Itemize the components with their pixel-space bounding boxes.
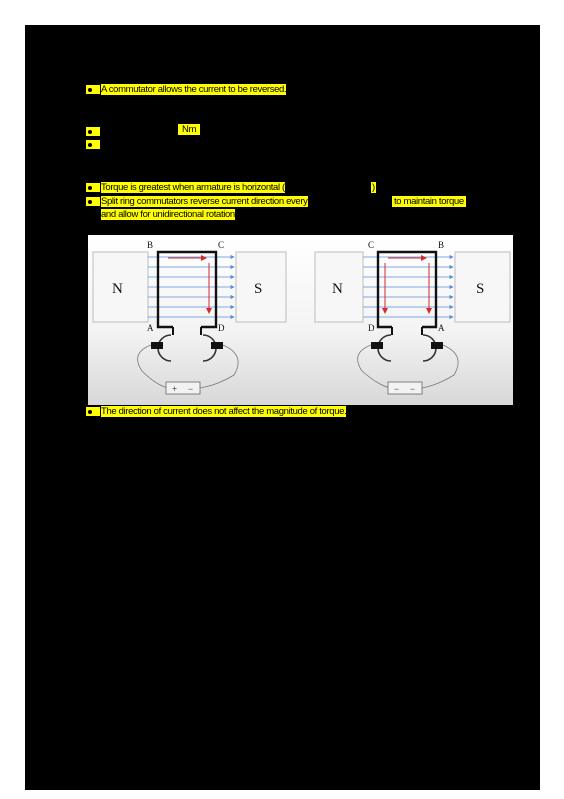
brush bbox=[211, 342, 223, 349]
coil-label: A bbox=[438, 323, 445, 333]
magnet-label-n: N bbox=[332, 281, 343, 297]
circuit-wire bbox=[200, 345, 238, 388]
magnet-label-n: N bbox=[112, 281, 123, 297]
battery-terminal: + bbox=[172, 384, 178, 394]
coil-label: A bbox=[147, 323, 154, 333]
coil-label: C bbox=[218, 240, 225, 250]
armature-coil bbox=[378, 252, 436, 327]
text-commutator: A commutator allows the current to be reversed. bbox=[101, 84, 287, 95]
document-page bbox=[25, 25, 540, 790]
circuit-wire bbox=[138, 345, 168, 388]
circuit-wire bbox=[358, 345, 390, 388]
bullet-marker bbox=[86, 197, 100, 206]
text-direction-note: The direction of current does not affect the magnitude of torque. bbox=[101, 406, 347, 417]
magnet-label-s: S bbox=[254, 281, 263, 297]
coil-label: C bbox=[368, 240, 375, 250]
coil-label: B bbox=[438, 240, 445, 250]
coil-label: D bbox=[368, 323, 375, 333]
brush bbox=[371, 342, 383, 349]
bullet-marker bbox=[86, 127, 100, 136]
text-split-ring-3: and allow for unidirectional rotation bbox=[101, 209, 235, 220]
text-units: Nm bbox=[178, 124, 200, 135]
commutator-diagram bbox=[88, 235, 513, 405]
bullet-marker bbox=[86, 407, 100, 416]
circuit-wire bbox=[422, 345, 458, 388]
battery-terminal: − bbox=[394, 384, 400, 394]
brush bbox=[151, 342, 163, 349]
text-torque-greatest: Torque is greatest when armature is horizontal ( bbox=[101, 182, 285, 193]
text-split-ring-2: to maintain torque bbox=[394, 196, 464, 207]
coil-label: B bbox=[147, 240, 154, 250]
text-torque-greatest-end: ) bbox=[372, 182, 375, 193]
bullet-marker bbox=[86, 85, 100, 94]
right-motor bbox=[315, 252, 510, 394]
magnet-label-s: S bbox=[476, 281, 485, 297]
battery-terminal: − bbox=[188, 384, 194, 394]
armature-coil bbox=[158, 252, 216, 327]
brush bbox=[431, 342, 443, 349]
left-motor bbox=[93, 252, 286, 394]
bullet-marker bbox=[86, 140, 100, 149]
bullet-marker bbox=[86, 183, 100, 192]
coil-label: D bbox=[218, 323, 225, 333]
text-split-ring-1: Split ring commutators reverse current direction every bbox=[101, 196, 308, 207]
battery-terminal: − bbox=[410, 384, 416, 394]
